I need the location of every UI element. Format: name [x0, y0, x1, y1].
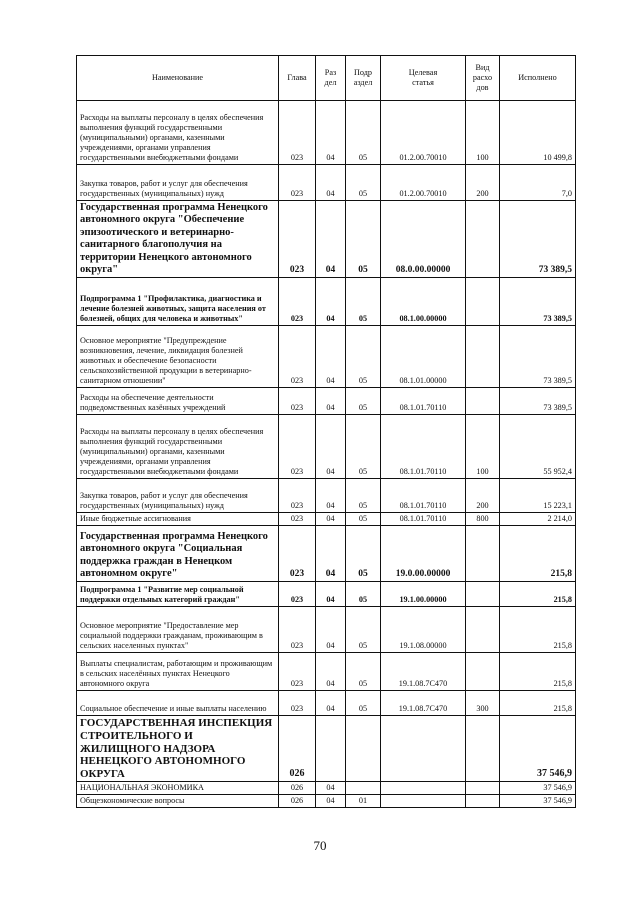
row-name: Подпрограмма 1 "Профилактика, диагностика и лечение болезней животных, защита населения от болезней, общих для человека и животных" [77, 278, 279, 326]
row-value: 55 952,4 [500, 415, 576, 479]
row-vid [466, 326, 500, 388]
row-podrazdel: 01 [346, 795, 381, 808]
row-razdel: 04 [316, 653, 346, 691]
row-razdel: 04 [316, 795, 346, 808]
row-vid [466, 795, 500, 808]
row-value: 73 389,5 [500, 388, 576, 415]
table-row [77, 101, 576, 165]
row-name: Закупка товаров, работ и услуг для обеспечения государственных (муниципальных) нужд [77, 165, 279, 201]
row-glava: 023 [279, 101, 316, 165]
row-razdel: 04 [316, 513, 346, 526]
header-name: Наименование [77, 56, 279, 101]
row-podrazdel [346, 782, 381, 795]
row-statya: 08.1.01.70110 [381, 513, 466, 526]
row-name: ГОСУДАРСТВЕННАЯ ИНСПЕКЦИЯ СТРОИТЕЛЬНОГО И ЖИЛИЩНОГО НАДЗОРА НЕНЕЦКОГО АВТОНОМНОГО ОКРУГА [77, 716, 279, 782]
row-name: Подпрограмма 1 "Развитие мер социальной поддержки отдельных категорий граждан" [77, 582, 279, 607]
row-glava: 023 [279, 479, 316, 513]
row-value: 215,8 [500, 526, 576, 582]
row-glava: 023 [279, 388, 316, 415]
row-podrazdel: 05 [346, 607, 381, 653]
row-razdel: 04 [316, 582, 346, 607]
row-statya: 08.1.01.70110 [381, 479, 466, 513]
row-name: НАЦИОНАЛЬНАЯ ЭКОНОМИКА [77, 782, 279, 795]
table-row [77, 415, 576, 479]
table-row [77, 582, 576, 607]
row-glava: 026 [279, 716, 316, 782]
row-statya: 19.1.00.00000 [381, 582, 466, 607]
row-value: 215,8 [500, 607, 576, 653]
row-value: 10 499,8 [500, 101, 576, 165]
row-value: 73 389,5 [500, 326, 576, 388]
row-podrazdel: 05 [346, 582, 381, 607]
row-razdel: 04 [316, 165, 346, 201]
row-glava: 023 [279, 526, 316, 582]
row-vid: 200 [466, 479, 500, 513]
table-row [77, 782, 576, 795]
row-statya: 19.1.08.7C470 [381, 691, 466, 716]
header-razdel: Раз дел [316, 56, 346, 101]
row-razdel: 04 [316, 782, 346, 795]
table-row [77, 479, 576, 513]
table-row [77, 716, 576, 782]
row-name: Иные бюджетные ассигнования [77, 513, 279, 526]
row-value: 37 546,9 [500, 795, 576, 808]
row-podrazdel: 05 [346, 201, 381, 278]
table-row [77, 326, 576, 388]
row-statya: 01.2.00.70010 [381, 101, 466, 165]
row-statya [381, 782, 466, 795]
row-vid [466, 582, 500, 607]
row-podrazdel: 05 [346, 513, 381, 526]
row-vid: 200 [466, 165, 500, 201]
row-glava: 026 [279, 782, 316, 795]
row-statya: 01.2.00.70010 [381, 165, 466, 201]
header-glava: Глава [279, 56, 316, 101]
row-statya: 19.1.08.7C470 [381, 653, 466, 691]
table-row [77, 653, 576, 691]
row-name: Расходы на выплаты персоналу в целях обеспечения выполнения функций государственными (муниципальными) органами, казенными учреждениями, органами управления государственными внебюджетными фондами [77, 415, 279, 479]
row-razdel: 04 [316, 526, 346, 582]
row-value: 2 214,0 [500, 513, 576, 526]
row-podrazdel: 05 [346, 479, 381, 513]
row-podrazdel: 05 [346, 526, 381, 582]
row-value: 215,8 [500, 653, 576, 691]
row-razdel [316, 716, 346, 782]
row-razdel: 04 [316, 415, 346, 479]
row-podrazdel: 05 [346, 165, 381, 201]
row-glava: 023 [279, 653, 316, 691]
row-statya [381, 716, 466, 782]
table-row [77, 513, 576, 526]
row-vid [466, 201, 500, 278]
row-name: Расходы на обеспечение деятельности подведомственных казённых учреждений [77, 388, 279, 415]
row-vid [466, 388, 500, 415]
row-glava: 023 [279, 201, 316, 278]
row-name: Основное мероприятие "Предоставление мер социальной поддержки гражданам, проживающим в сельских населенных пунктах" [77, 607, 279, 653]
row-value: 15 223,1 [500, 479, 576, 513]
row-value: 73 389,5 [500, 278, 576, 326]
row-glava: 023 [279, 607, 316, 653]
table-row [77, 526, 576, 582]
row-razdel: 04 [316, 691, 346, 716]
row-vid: 300 [466, 691, 500, 716]
header-vid-raskhodov: Вид расхо дов [466, 56, 500, 101]
row-podrazdel: 05 [346, 415, 381, 479]
row-name: Расходы на выплаты персоналу в целях обеспечения выполнения функций государственными (муниципальными) органами, казенными учреждениями, органами управления государственными внебюджетными фондами [77, 101, 279, 165]
row-statya: 08.1.01.00000 [381, 326, 466, 388]
header-tselevaya-statya: Целевая статья [381, 56, 466, 101]
row-name: Государственная программа Ненецкого автономного округа "Обеспечение эпизоотического и ветеринарно-санитарного благополучия на территории Ненецкого автономного округа" [77, 201, 279, 278]
row-razdel: 04 [316, 479, 346, 513]
table-row [77, 795, 576, 808]
row-value: 37 546,9 [500, 716, 576, 782]
row-vid [466, 278, 500, 326]
row-statya: 08.1.00.00000 [381, 278, 466, 326]
row-glava: 026 [279, 795, 316, 808]
row-podrazdel: 05 [346, 101, 381, 165]
row-name: Основное мероприятие "Предупреждение возникновения, лечение, ликвидация болезней животных и обеспечение безопасности сельскохозяйственной продукции в ветеринарно-санитарном отношении" [77, 326, 279, 388]
row-vid [466, 716, 500, 782]
header-podrazdel: Подр аздел [346, 56, 381, 101]
row-razdel: 04 [316, 201, 346, 278]
row-vid [466, 782, 500, 795]
table-row [77, 607, 576, 653]
row-podrazdel [346, 716, 381, 782]
row-statya: 19.0.00.00000 [381, 526, 466, 582]
row-value: 37 546,9 [500, 782, 576, 795]
table-row [77, 201, 576, 278]
page-number: 70 [313, 838, 327, 853]
row-vid: 100 [466, 415, 500, 479]
row-statya: 08.0.00.00000 [381, 201, 466, 278]
row-glava: 023 [279, 582, 316, 607]
header-ispolneno: Исполнено [500, 56, 576, 101]
row-vid: 100 [466, 101, 500, 165]
row-name: Социальное обеспечение и иные выплаты населению [77, 691, 279, 716]
row-value: 215,8 [500, 582, 576, 607]
row-glava: 023 [279, 165, 316, 201]
row-podrazdel: 05 [346, 388, 381, 415]
row-vid [466, 526, 500, 582]
row-statya [381, 795, 466, 808]
row-name: Выплаты специалистам, работающим и проживающим в сельских населённых пунктах Ненецкого автономного округа [77, 653, 279, 691]
row-vid [466, 607, 500, 653]
row-name: Государственная программа Ненецкого автономного округа "Социальная поддержка граждан в Ненецком автономном округе" [77, 526, 279, 582]
row-value: 215,8 [500, 691, 576, 716]
row-podrazdel: 05 [346, 278, 381, 326]
row-razdel: 04 [316, 278, 346, 326]
row-value: 73 389,5 [500, 201, 576, 278]
row-razdel: 04 [316, 388, 346, 415]
row-glava: 023 [279, 326, 316, 388]
table-header-row [77, 56, 576, 101]
table-row [77, 388, 576, 415]
row-glava: 023 [279, 278, 316, 326]
row-value: 7,0 [500, 165, 576, 201]
row-podrazdel: 05 [346, 326, 381, 388]
row-glava: 023 [279, 513, 316, 526]
row-statya: 19.1.08.00000 [381, 607, 466, 653]
budget-table [76, 55, 576, 808]
row-vid: 800 [466, 513, 500, 526]
row-glava: 023 [279, 691, 316, 716]
table-row [77, 691, 576, 716]
row-razdel: 04 [316, 607, 346, 653]
row-statya: 08.1.01.70110 [381, 415, 466, 479]
row-name: Общеэкономические вопросы [77, 795, 279, 808]
table-row [77, 165, 576, 201]
row-name: Закупка товаров, работ и услуг для обеспечения государственных (муниципальных) нужд [77, 479, 279, 513]
row-razdel: 04 [316, 326, 346, 388]
row-podrazdel: 05 [346, 691, 381, 716]
table-row [77, 278, 576, 326]
row-razdel: 04 [316, 101, 346, 165]
row-podrazdel: 05 [346, 653, 381, 691]
row-vid [466, 653, 500, 691]
row-statya: 08.1.01.70110 [381, 388, 466, 415]
row-glava: 023 [279, 415, 316, 479]
